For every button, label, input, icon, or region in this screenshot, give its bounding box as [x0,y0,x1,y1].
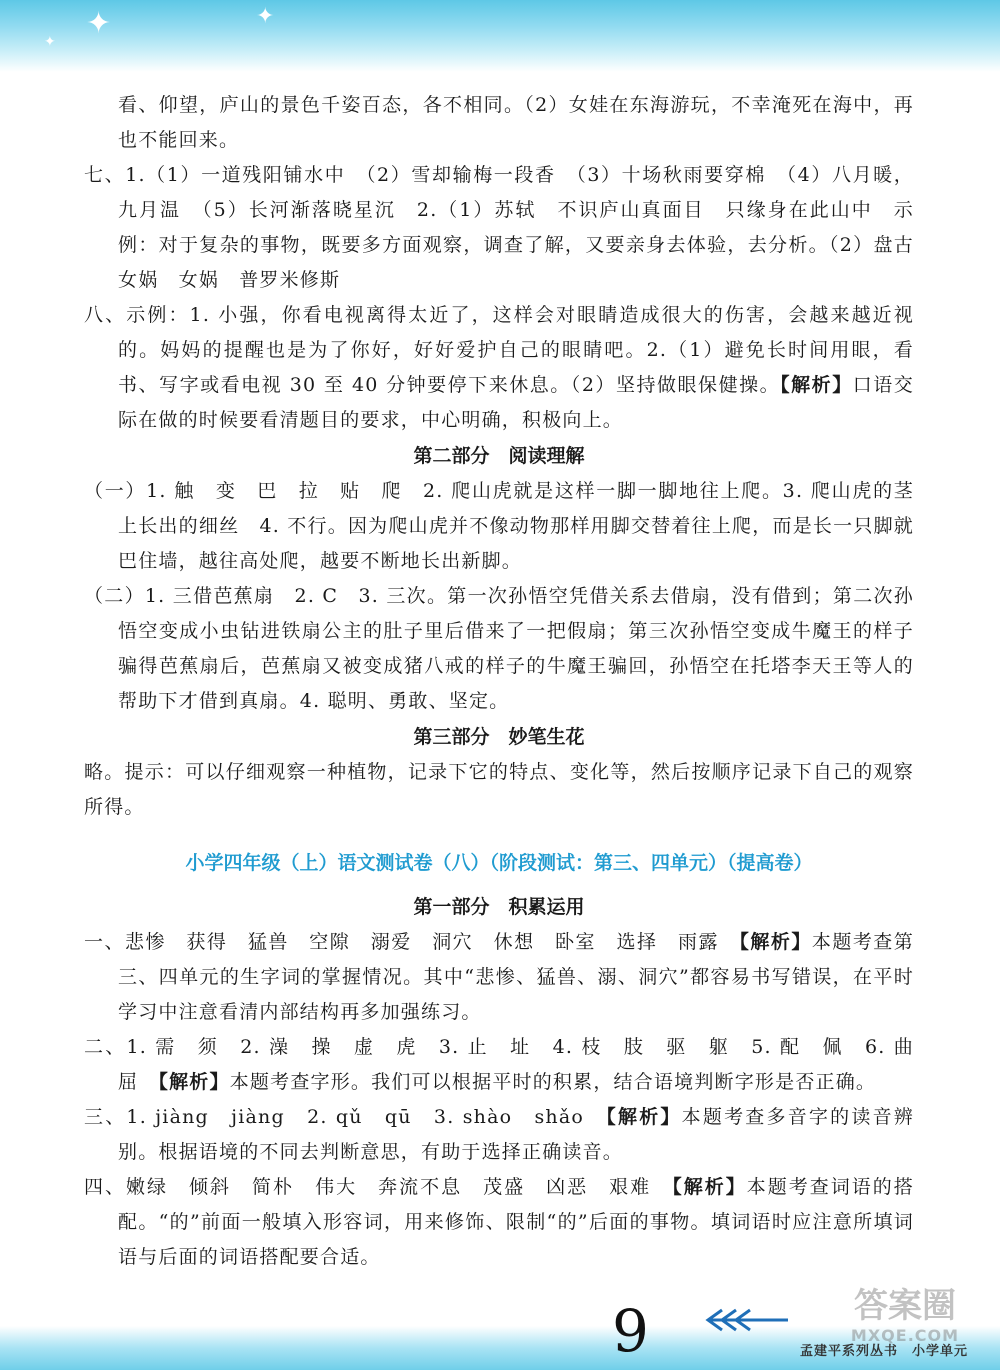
answer-content [84,88,935,1275]
sparkle-icon: ✦ [86,6,112,41]
top-decorative-band [0,0,1000,72]
site-watermark [820,1286,990,1366]
part2-heading: 第二部分 阅读理解 [413,445,585,467]
answer-eight-analysis: 口语交际在做的时候要看清题目的要求，中心明确，积极向上。 [118,374,914,431]
reading-answer-1: （一）1. 触 变 巴 拉 贴 爬 2. 爬山虎就是这样一脚一脚地往上爬。3. 爬山虎的茎上长出的细丝 4. 不行。因为爬山虎并不像动物那样用脚交替着往上爬，而是长一只脚就巴住墙，越往高处爬，越要不断地长出新脚。 [84,480,914,572]
answer-three-text: 三、1. jiàng jiàng 2. qǔ qū 3. shào shǎo [84,1106,607,1128]
answer-eight [84,298,914,438]
part3-heading: 第三部分 妙笔生花 [413,726,585,748]
part1-heading: 第一部分 积累运用 [413,896,585,918]
answer-seven: 七、1.（1）一道残阳铺水中 （2）雪却输梅一段香 （3）十场秋雨要穿棉 （4）八月暖，九月温 （5）长河渐落晓星沉 2.（1）苏轼 不识庐山真面目 只缘身在此山中 示例：对于复杂的事物，既要多方面观察，调查了解，又要亲身去体验，去分析。（2）盘古 女娲 女娲 普罗米修斯 [84,164,935,291]
arrow-left-icon [700,1306,790,1336]
answer-eight-text: 八、示例：1. 小强，你看电视离得太近了，这样会对眼睛造成很大的伤害，会越来越近视的。妈妈的提醒也是为了你好，好好爱护自己的眼睛吧。2.（1）避免长时间用眼，看书、写字或看电视 30 至 40 分钟要停下来休息。（2）坚持做眼保健操。 [84,304,914,396]
analysis-tag: 【解析】 [606,1106,682,1128]
answer-continuation: 看、仰望，庐山的景色千姿百态，各不相同。（2）女娃在东海游玩，不幸淹死在海中，再也不能回来。 [118,94,914,151]
page-number: 9 [612,1297,649,1365]
sparkle-icon: ✦ [256,4,275,29]
analysis-tag: 【解析】 [158,1071,230,1093]
answer-one [84,925,914,1030]
answer-four-text: 四、嫩绿 倾斜 简朴 伟大 奔流不息 茂盛 凶恶 艰难 [84,1176,673,1198]
answer-four [84,1170,914,1275]
watermark-title: 答案圈 [854,1286,956,1326]
answer-two-analysis: 本题考查字形。我们可以根据平时的积累，结合语境判断字形是否正确。 [229,1071,877,1093]
writing-answer: 略。提示：可以仔细观察一种植物，记录下它的特点、变化等，然后按顺序记录下自己的观察所得。 [84,761,914,818]
analysis-tag: 【解析】 [780,374,853,396]
book-series-label: 孟建平系列丛书 小学单元 [800,1344,969,1359]
analysis-tag: 【解析】 [739,931,812,953]
answer-one-text: 一、悲惨 获得 猛兽 空隙 溺爱 洞穴 休想 卧室 选择 雨露 [84,931,740,953]
watermark-url: MXQE.COM [850,1326,960,1345]
answer-two-text: 二、1. 需 须 2. 澡 操 虚 虎 3. 止 址 4. 枝 肢 驱 躯 5. 配 佩 6. 曲 屈 [84,1036,935,1093]
analysis-tag: 【解析】 [672,1176,747,1198]
answer-four-analysis: 本题考查词语的搭配。“的”前面一般填入形容词，用来修饰、限制“的”后面的事物。填词语时应注意所填词语与后面的词语搭配要合适。 [118,1176,914,1268]
answer-three [84,1100,914,1170]
reading-answer-2: （二）1. 三借芭蕉扇 2. C 3. 三次。第一次孙悟空凭借关系去借扇，没有借到；第二次孙悟空变成小虫钻进铁扇公主的肚子里后借来了一把假扇；第三次孙悟空变成牛魔王的样子骗得芭蕉扇后，芭蕉扇又被变成猪八戒的样子的牛魔王骗回，孙悟空在托塔李天王等人的帮助下才借到真扇。4. 聪明、勇敢、坚定。 [84,585,914,712]
answer-two [84,1030,935,1100]
sparkle-icon: ✦ [44,34,56,50]
answer-one-analysis: 本题考查第三、四单元的生字词的掌握情况。其中“悲惨、猛兽、溺、洞穴”都容易书写错误，在平时学习中注意看清内部结构再多加强练习。 [118,931,914,1023]
test-title: 小学四年级（上）语文测试卷（八）（阶段测试：第三、四单元）（提高卷） [185,852,813,874]
answer-three-analysis: 本题考查多音字的读音辨别。根据语境的不同去判断意思，有助于选择正确读音。 [118,1106,914,1163]
